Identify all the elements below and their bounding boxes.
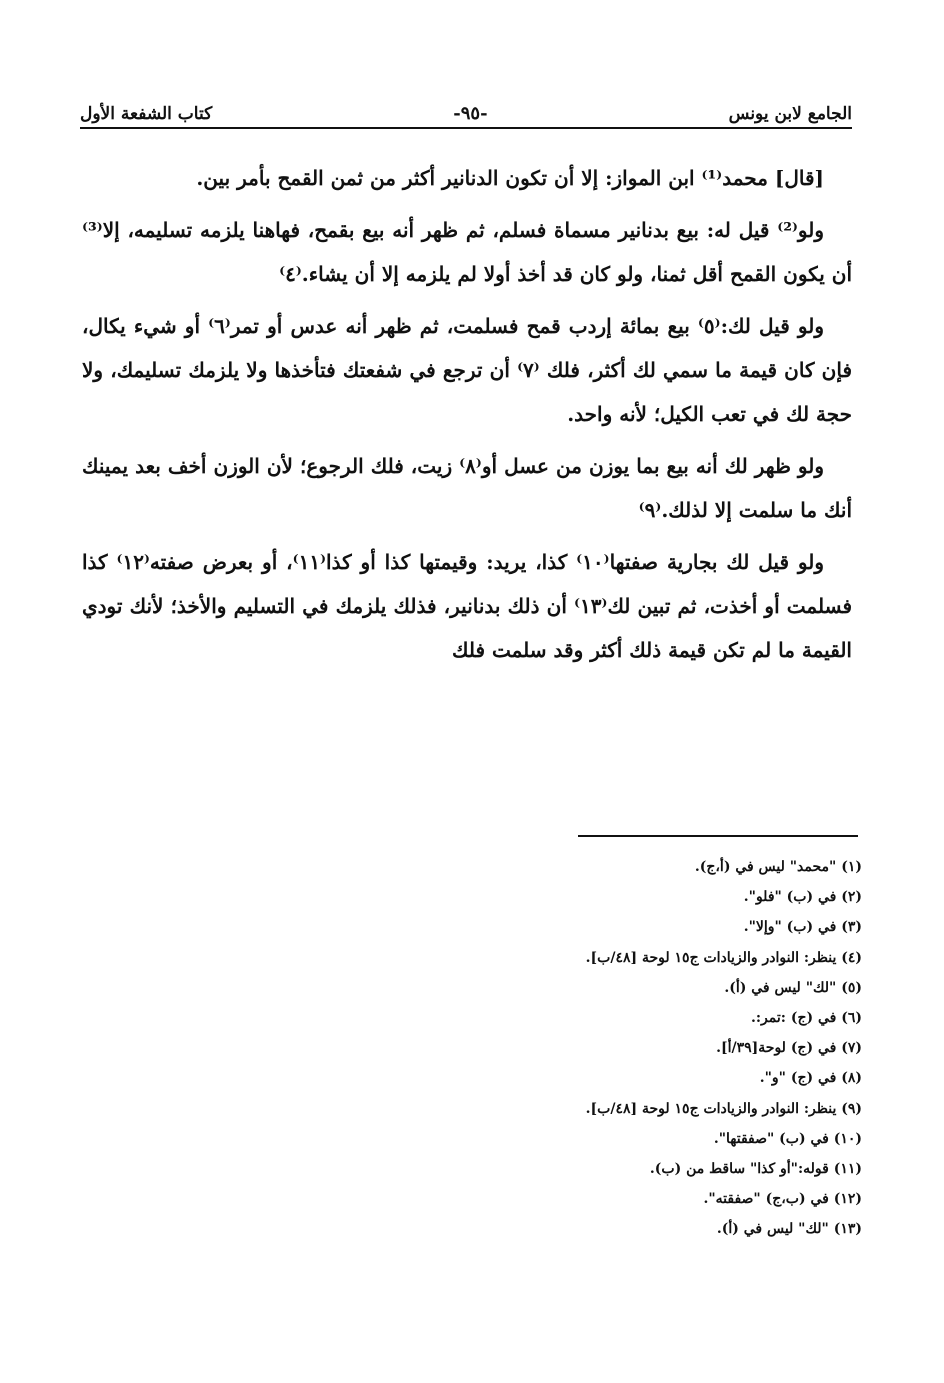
footnote-10: (١٠) في (ب) "صفقتها". [713, 1130, 862, 1147]
paragraph-1: [قال] محمد⁽¹⁾ ابن المواز: إلا أن تكون الدنانير أكثر من ثمن القمح بأمر بين. [196, 166, 824, 190]
footnote-7: (٧) في (ج) لوحة[٣٩/أ]. [716, 1040, 862, 1057]
footnote-11: (١١) قوله:"أو كذا" ساقط من (ب). [649, 1161, 862, 1178]
running-header [80, 94, 852, 129]
footnote-5: (٥) "لك" ليس في (أ). [724, 979, 862, 996]
footnote-6: (٦) في (ج) :تمر:. [751, 1010, 862, 1027]
footnotes [162, 852, 862, 1245]
paragraph-3: ولو قيل لك:⁽٥⁾ بيع بمائة إردب قمح فسلمت، ثم ظهر أنه عدس أو تمر⁽٦⁾ أو شيء يكال، فإن كان قيمة ما سمي لك أكثر، فلك ⁽٧⁾ أن ترجع في شفعتك فتأخذها ولا يلزمك تسليمك، ولا حجة لك في تعب الكيل؛ لأنه واحد. [82, 314, 853, 426]
header-book-title: الجامع لابن يونس [728, 104, 852, 124]
main-text [82, 156, 852, 680]
header-chapter-title: كتاب الشفعة الأول [80, 104, 213, 124]
footnote-13: (١٣) "لك" ليس في (أ). [716, 1221, 862, 1238]
footnote-8: (٨) في (ج) "و". [759, 1070, 862, 1087]
paragraph-5: ولو قيل لك بجارية صفتها⁽١٠⁾ كذا، يريد: وقيمتها كذا أو كذا⁽١١⁾، أو بعرض صفته⁽١٢⁾ كذا فسلمت أو أخذت، ثم تبين لك⁽١٣⁾ أن ذلك بدنانير، فذلك يلزمك في التسليم والأخذ؛ لأنك تودي القيمة ما لم تكن قيمة ذلك أكثر وقد سلمت فلك [82, 550, 853, 662]
paragraph-2: ولو⁽²⁾ قيل له: بيع بدنانير مسماة فسلم، ثم ظهر أنه بيع بقمح، فهاهنا يلزمه تسليمه، إلا⁽³⁾ أن يكون القمح أقل ثمنا، ولو كان قد أخذ أولا لم يلزمه إلا أن يشاء.⁽٤⁾ [82, 218, 852, 286]
paragraph-4: ولو ظهر لك أنه بيع بما يوزن من عسل أو⁽٨⁾ زيت، فلك الرجوع؛ لأن الوزن أخف بعد يمينك أنك ما سلمت إلا لذلك.⁽٩⁾ [82, 454, 852, 522]
footnote-2: (٢) في (ب) "فلو". [743, 889, 862, 906]
footnote-1: (١) "محمد" ليس في (أ،ج). [694, 859, 862, 875]
footnote-4: (٤) ينظر: النوادر والزيادات ج١٥ لوحة [٤٨/ب]. [585, 949, 862, 966]
footnote-9: (٩) ينظر: النوادر والزيادات ج١٥ لوحة [٤٨/ب]. [585, 1100, 862, 1117]
footnote-12: (١٢) في (ب،ج) "صفقته". [703, 1191, 862, 1208]
footnote-separator [578, 835, 858, 837]
footnote-3: (٣) في (ب) "وإلا". [743, 919, 862, 936]
page-number: -٩٥- [453, 103, 488, 124]
